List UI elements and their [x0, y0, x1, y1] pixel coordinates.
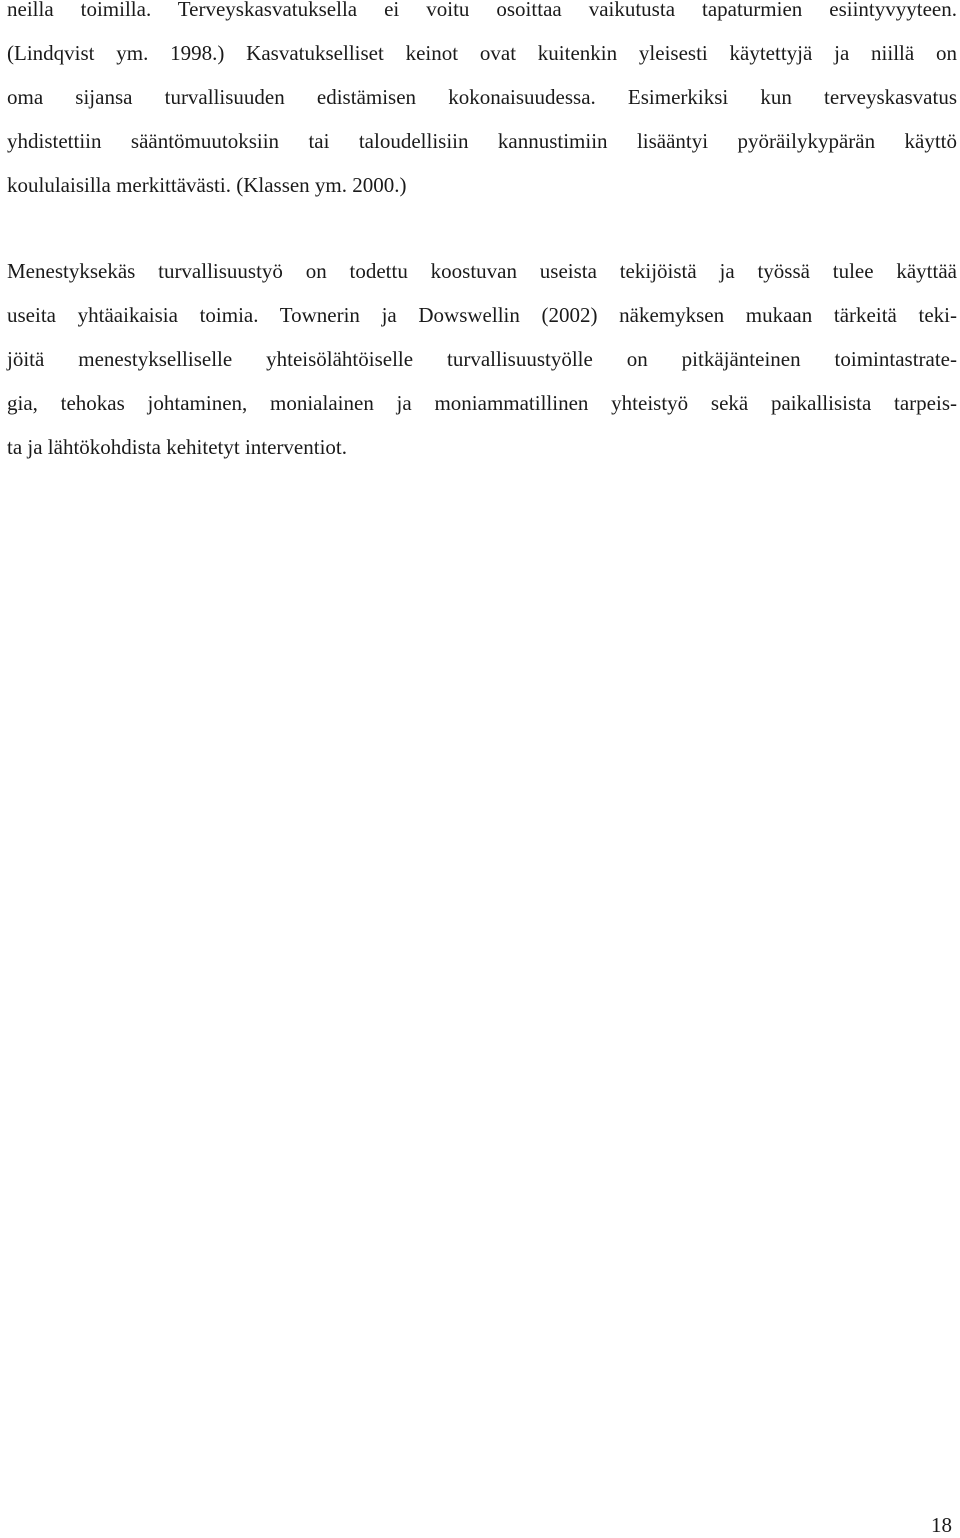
paragraph-2-line-3: jöitä menestykselliselle yhteisölähtöiselle turvallisuustyölle on pitkäjänteinen toimintastrate- — [7, 347, 957, 371]
paragraph-2-line-2: useita yhtäaikaisia toimia. Townerin ja Dowswellin (2002) näkemyksen mukaan tärkeitä teki- — [7, 303, 957, 327]
page-number: 18 — [931, 1513, 952, 1537]
paragraph-1-line-4: yhdistettiin sääntömuutoksiin tai taloudellisiin kannustimiin lisääntyi pyöräilykypärän käyttö — [7, 129, 957, 153]
paragraph-2-line-5: ta ja lähtökohdista kehitetyt interventiot. — [7, 435, 347, 459]
paragraph-2-line-1: Menestyksekäs turvallisuustyö on todettu koostuvan useista tekijöistä ja työssä tulee käyttää — [7, 259, 957, 283]
paragraph-1-line-1: neilla toimilla. Terveyskasvatuksella ei voitu osoittaa vaikutusta tapaturmien esiintyvyyteen. — [7, 0, 957, 21]
paragraph-1-line-3: oma sijansa turvallisuuden edistämisen kokonaisuudessa. Esimerkiksi kun terveyskasvatus — [7, 85, 957, 109]
paragraph-1-line-2: (Lindqvist ym. 1998.) Kasvatukselliset keinot ovat kuitenkin yleisesti käytettyjä ja niillä on — [7, 41, 957, 65]
paragraph-1-line-5: koululaisilla merkittävästi. (Klassen ym. 2000.) — [7, 173, 407, 197]
paragraph-2-line-4: gia, tehokas johtaminen, monialainen ja moniammatillinen yhteistyö sekä paikallisista tarpeis- — [7, 391, 957, 415]
